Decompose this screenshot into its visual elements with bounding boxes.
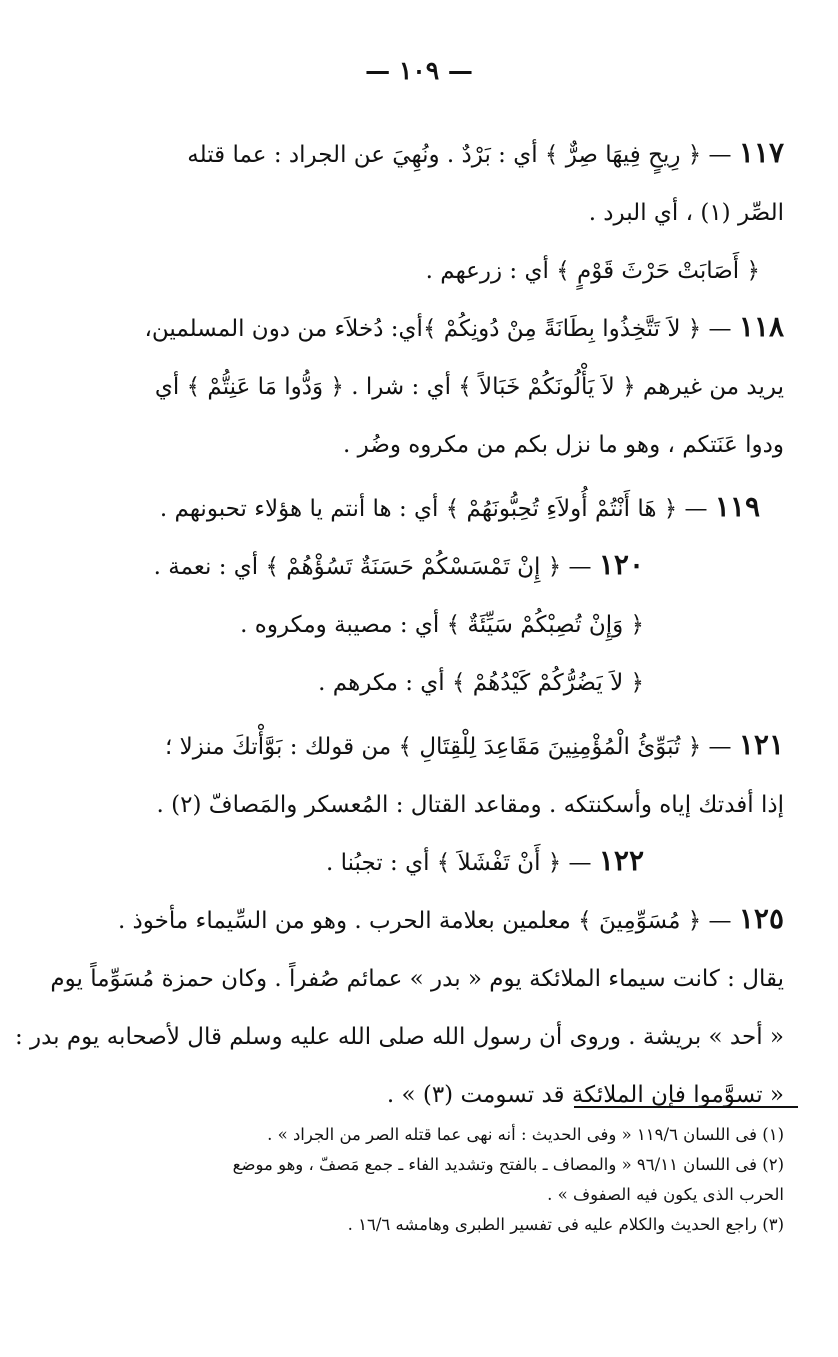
line-text: ﴿ وَإِنْ تُصِبْكُمْ سَيِّئَةٌ ﴾ أي : مصيبة ومكروه . [240, 612, 644, 638]
text-line [94, 832, 784, 890]
text-line [14, 1006, 784, 1064]
text-line [94, 1064, 784, 1122]
line-text: ﴿ لاَ يَضُرُّكُمْ كَيْدُهُمْ ﴾ أي : مكرهم . [318, 670, 644, 696]
text-line [94, 536, 784, 594]
entry-number: ١٢٥ [738, 902, 784, 935]
text-line [50, 948, 784, 1006]
line-text: — ﴿ إِنْ تَمْسَسْكُمْ حَسَنَةٌ تَسُؤْهُمْ ﴾ أي : نعمة . [153, 554, 599, 580]
entry-number: ١٢٠ [598, 548, 644, 581]
text-line [94, 594, 784, 652]
line-text: — ﴿ هَا أَنْتُمْ أُولاَءِ تُحِبُّونَهُمْ ﴾ أي : ها أنتم يا هؤلاء تحبونهم . [159, 496, 715, 522]
footnote: (٢) فى اللسان ٩٦/١١ « والمصاف ـ بالفتح وتشديد الفاء ـ جمع مَصفّ ، وهو موضع [232, 1155, 784, 1174]
main-text [14, 124, 784, 1122]
text-line [94, 182, 784, 240]
line-text: الصِّر (١) ، أي البرد . [588, 200, 784, 226]
text-line [94, 890, 784, 948]
entry-number: ١١٧ [738, 136, 784, 169]
line-text: « تسوَّموا فإن الملائكة قد تسومت (٣) » . [386, 1082, 784, 1108]
line-text: يريد من غيرهم ﴿ لاَ يَأْلُونَكُمْ خَبَالاً ﴾ أي : شرا . ﴿ وَدُّوا مَا عَنِتُّمْ ﴾ أي [154, 374, 784, 400]
footnotes [94, 1120, 784, 1240]
text-line [94, 298, 784, 356]
page-number: — ١٠٩ — [365, 56, 473, 85]
footnote: (٣) راجع الحديث والكلام عليه فى تفسير الطبرى وهامشه ١٦/٦ . [347, 1215, 784, 1234]
footnote-continuation: الحرب الذى يكون فيه الصفوف » . [547, 1185, 784, 1204]
text-line [94, 240, 784, 298]
entry-number: ١١٨ [738, 310, 784, 343]
text-line [94, 478, 784, 536]
text-line [94, 356, 784, 414]
line-text: — ﴿ رِيحٍ فِيهَا صِرٌّ ﴾ أي : بَرْدٌ . ونُهِيَ عن الجراد : عما قتله [187, 142, 739, 168]
line-text: — ﴿ لاَ تَتَّخِذُوا بِطَانَةً مِنْ دُونِكُمْ ﴾أي: دُخلاَء من دون المسلمين، [144, 316, 739, 342]
text-line [94, 716, 784, 774]
line-text: يقال : كانت سيماء الملائكة يوم « بدر » عمائم صُفراً . وكان حمزة مُسَوِّماً يوم [50, 966, 784, 992]
line-text: « أحد » بريشة . وروى أن رسول الله صلى الله عليه وسلم قال لأصحابه يوم بدر : [14, 1024, 784, 1050]
entry-number: ١٢١ [738, 728, 784, 761]
text-line [94, 652, 784, 710]
line-text: ودوا عَنَتكم ، وهو ما نزل بكم من مكروه وضُر . [343, 432, 784, 458]
text-line [94, 124, 784, 182]
line-text: — ﴿ أَنْ تَفْشَلاَ ﴾ أي : تجبُنا . [325, 850, 599, 876]
line-text: — ﴿ تُبَوِّئُ الْمُؤْمِنِينَ مَقَاعِدَ لِلْقِتَالِ ﴾ من قولك : بَوَّأْتكَ منزلا ؛ [165, 734, 739, 760]
text-line [94, 414, 784, 472]
line-text: إذا أفدتك إياه وأسكنتكه . ومقاعد القتال : المُعسكر والمَصافّ (٢) . [156, 792, 784, 818]
footnote-divider [574, 1106, 798, 1108]
footnote: (١) فى اللسان ١١٩/٦ « وفى الحديث : أنه نهى عما قتله الصر من الجراد » . [267, 1125, 784, 1144]
entry-number: ١١٩ [714, 490, 760, 523]
line-text: ﴿ أَصَابَتْ حَرْثَ قَوْمٍ ﴾ أي : زرعهم . [425, 258, 760, 284]
entry-number: ١٢٢ [598, 844, 644, 877]
text-line [94, 774, 784, 832]
line-text: — ﴿ مُسَوِّمِينَ ﴾ معلمين بعلامة الحرب . وهو من السِّيماء مأخوذ . [117, 908, 739, 934]
